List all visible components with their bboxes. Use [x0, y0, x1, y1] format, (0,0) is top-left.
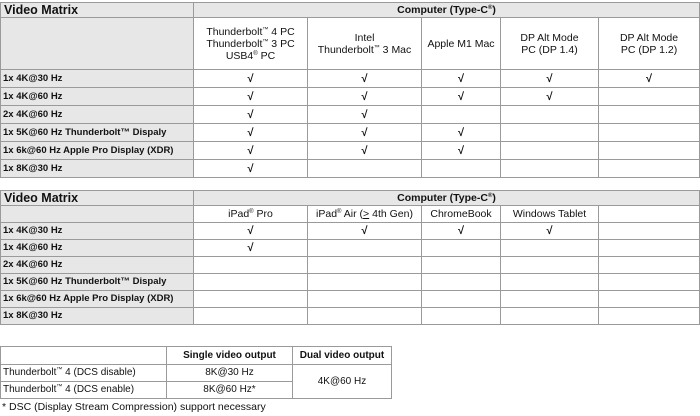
column-header-line [308, 44, 421, 56]
header-text: 3 Mac [379, 43, 412, 56]
support-check: √ [501, 223, 599, 240]
table-row [1, 291, 700, 308]
computer-group-header: Computer (Type-C®) [194, 3, 700, 18]
column-header-line [501, 32, 598, 44]
table-row [1, 274, 700, 291]
column-header-line [194, 38, 307, 50]
support-check [308, 308, 422, 325]
row-label: 1x 4K@30 Hz [1, 223, 194, 240]
support-check: √ [194, 106, 308, 124]
corner-cell [1, 18, 194, 70]
support-check [422, 257, 501, 274]
dual-output-header: Dual video output [293, 347, 392, 365]
support-check [194, 308, 308, 325]
row-label: 1x 5K@60 Hz Thunderbolt™ Dispaly [1, 274, 194, 291]
header-text: Windows Tablet [512, 208, 587, 220]
support-check: √ [422, 70, 501, 88]
header-text: Thunderbolt [206, 25, 263, 38]
header-text: Air ( [341, 208, 364, 220]
table-row [1, 88, 700, 106]
greater-equal-sign: > [363, 208, 370, 220]
row-label: Thunderbolt™ 4 (DCS disable) [1, 365, 167, 382]
column-header-line [599, 44, 699, 56]
support-check: √ [308, 223, 422, 240]
column-header [422, 18, 501, 70]
support-check: √ [194, 223, 308, 240]
table-row [1, 257, 700, 274]
corner-cell [1, 206, 194, 223]
table-row [1, 124, 700, 142]
column-header-line [599, 32, 699, 44]
header-text: 4 PC [268, 25, 295, 38]
support-check [308, 240, 422, 257]
single-output-value: 8K@60 Hz* [167, 382, 293, 399]
single-output-header: Single video output [167, 347, 293, 365]
support-check [501, 106, 599, 124]
trademark-mark: ™ [373, 44, 380, 51]
dual-output-value: 4K@60 Hz [293, 365, 392, 399]
row-label: 2x 4K@60 Hz [1, 257, 194, 274]
support-check: √ [308, 106, 422, 124]
row-label: 1x 8K@30 Hz [1, 160, 194, 178]
support-check [308, 274, 422, 291]
row-label: 2x 4K@60 Hz [1, 106, 194, 124]
column-header-line [194, 26, 307, 38]
support-check [599, 124, 700, 142]
support-check [501, 257, 599, 274]
single-output-value: 8K@30 Hz [167, 365, 293, 382]
trademark-mark: ® [253, 50, 258, 57]
header-text: iPad [316, 208, 338, 220]
support-check: √ [194, 70, 308, 88]
support-check [599, 308, 700, 325]
support-check [599, 106, 700, 124]
table-row [1, 223, 700, 240]
table-row [1, 308, 700, 325]
support-check: √ [599, 70, 700, 88]
row-label: Thunderbolt™ 4 (DCS enable) [1, 382, 167, 399]
thunderbolt-output-table [0, 346, 392, 399]
table-row [1, 106, 700, 124]
support-check: √ [194, 88, 308, 106]
header-text: DP Alt Mode [520, 31, 579, 44]
support-check [501, 308, 599, 325]
support-check [599, 160, 700, 178]
support-check [599, 223, 700, 240]
column-header-line [501, 44, 598, 56]
support-check: √ [194, 124, 308, 142]
header-text: PC (DP 1.2) [620, 43, 678, 56]
column-header [308, 18, 422, 70]
support-check [599, 274, 700, 291]
header-text: Apple M1 Mac [427, 37, 495, 50]
trademark-mark: ™ [262, 38, 269, 45]
column-header-line [308, 32, 421, 44]
header-text: Intel [354, 31, 375, 44]
column-header [308, 206, 422, 223]
row-label: 1x 6k@60 Hz Apple Pro Display (XDR) [1, 142, 194, 160]
column-header [194, 206, 308, 223]
support-check [501, 160, 599, 178]
header-text: 4th Gen) [369, 208, 413, 220]
support-check: √ [308, 70, 422, 88]
support-check: √ [501, 70, 599, 88]
column-header-line [194, 50, 307, 62]
table-row [1, 70, 700, 88]
support-check [422, 274, 501, 291]
header-text: ChromeBook [430, 208, 492, 220]
support-check [599, 257, 700, 274]
header-text: PC [257, 49, 276, 62]
row-label: 1x 4K@30 Hz [1, 70, 194, 88]
support-check [422, 308, 501, 325]
support-check [422, 160, 501, 178]
support-check [194, 274, 308, 291]
support-check [422, 240, 501, 257]
column-header [422, 206, 501, 223]
support-check [308, 257, 422, 274]
column-header [501, 18, 599, 70]
support-check [599, 291, 700, 308]
support-check [501, 240, 599, 257]
header-text: 3 PC [268, 37, 295, 50]
trademark-mark: ™ [262, 26, 269, 33]
support-check [422, 106, 501, 124]
support-check: √ [501, 88, 599, 106]
support-check: √ [422, 124, 501, 142]
computer-group-header: Computer (Type-C®) [194, 191, 700, 206]
table-row [1, 160, 700, 178]
row-label: 1x 4K@60 Hz [1, 88, 194, 106]
header-text: Thunderbolt [206, 37, 263, 50]
support-check: √ [308, 124, 422, 142]
footnote: * DSC (Display Stream Compression) support necessary [2, 401, 266, 413]
support-check: √ [308, 88, 422, 106]
video-matrix-table-2 [0, 190, 700, 325]
trademark-mark: ® [337, 209, 342, 215]
support-check [422, 291, 501, 308]
row-label: 1x 6k@60 Hz Apple Pro Display (XDR) [1, 291, 194, 308]
matrix-title: Video Matrix [1, 191, 194, 206]
support-check [501, 291, 599, 308]
support-check [501, 124, 599, 142]
support-check: √ [194, 160, 308, 178]
header-text: Thunderbolt [317, 43, 374, 56]
header-text: USB4 [225, 49, 254, 62]
row-label: 1x 8K@30 Hz [1, 308, 194, 325]
column-header-line [422, 38, 500, 50]
support-check [599, 240, 700, 257]
support-check [501, 274, 599, 291]
support-check [308, 291, 422, 308]
header-text: PC (DP 1.4) [521, 43, 578, 56]
support-check [194, 291, 308, 308]
support-check [194, 257, 308, 274]
trademark-mark: ® [249, 209, 254, 215]
header-text: iPad [228, 208, 250, 220]
support-check: √ [194, 240, 308, 257]
support-check: √ [422, 88, 501, 106]
video-matrix-table-1 [0, 2, 700, 178]
column-header [194, 18, 308, 70]
matrix-title: Video Matrix [1, 3, 194, 18]
support-check: √ [422, 223, 501, 240]
header-text: Pro [253, 208, 273, 220]
table-row [1, 240, 700, 257]
table-row [1, 142, 700, 160]
support-check: √ [194, 142, 308, 160]
support-check: √ [422, 142, 501, 160]
support-check [308, 160, 422, 178]
header-text: DP Alt Mode [619, 31, 679, 44]
column-header [599, 206, 700, 223]
support-check [501, 142, 599, 160]
support-check [599, 88, 700, 106]
corner-cell [1, 347, 167, 365]
column-header [501, 206, 599, 223]
row-label: 1x 4K@60 Hz [1, 240, 194, 257]
support-check: √ [308, 142, 422, 160]
support-check [599, 142, 700, 160]
column-header [599, 18, 700, 70]
row-label: 1x 5K@60 Hz Thunderbolt™ Dispaly [1, 124, 194, 142]
